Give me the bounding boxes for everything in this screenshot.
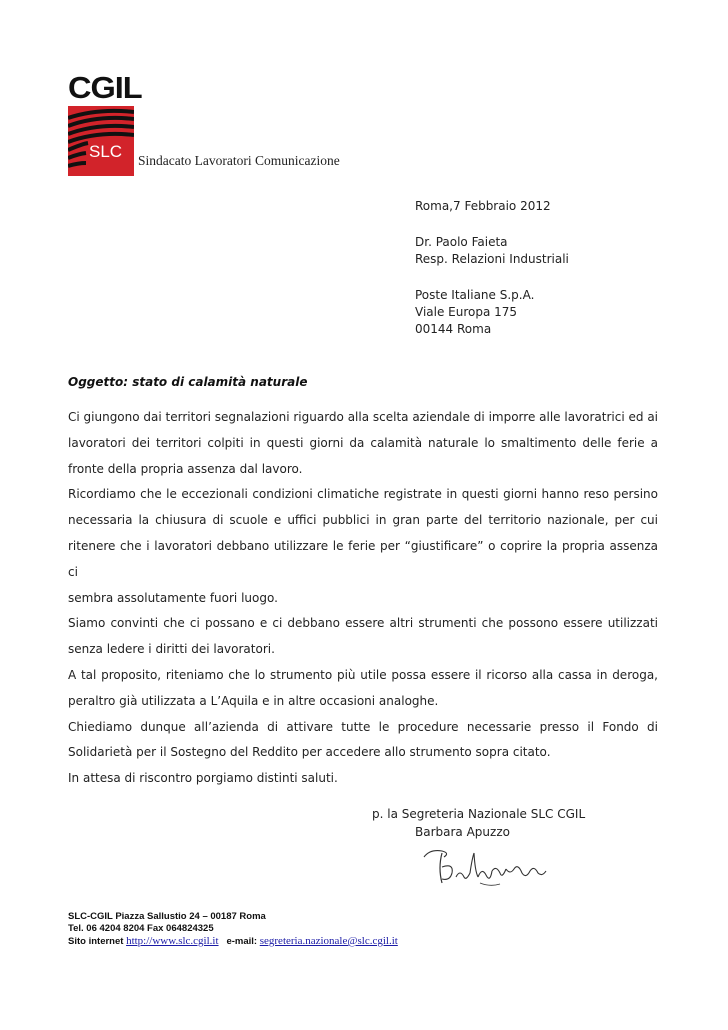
logo-cgil-text: CGIL [68,70,142,105]
body-line: Ci giungono dai territori segnalazioni riguardo alla scelta aziendale di imporre alle lavoratrici ed ai [68,410,659,424]
website-link[interactable]: http://www.slc.cgil.it [126,935,219,947]
body-line: necessaria la chiusura di scuole e uffici pubblici in gran parte del territorio nazionale, per cui [68,513,658,528]
recipient-role: Resp. Relazioni Industriali [415,252,569,266]
letter-body [68,405,658,792]
logo-slc-text: SLC [89,142,123,161]
body-line: Solidarietà per il Sostegno del Reddito per accedere allo strumento sopra citato. [68,745,551,760]
body-line: fronte della propria assenza dal lavoro. [68,461,303,476]
body-line: senza ledere i diritti dei lavoratori. [68,642,275,657]
footer-site-label: Sito internet [68,936,124,947]
body-line: Chiediamo dunque all’azienda di attivare tutte le procedure necessarie presso il Fondo di [68,719,658,734]
email-link[interactable]: segreteria.nazionale@slc.cgil.it [259,935,398,947]
signer-name: Barbara Apuzzo [415,825,510,839]
footer-phone-fax: Tel. 06 4204 8204 Fax 064824325 [68,923,214,934]
cgil-slc-logo [68,70,142,176]
body-line: A tal proposito, riteniamo che lo strumento più utile possa essere il ricorso alla cassa in deroga, [68,667,658,682]
date-block [415,198,705,215]
body-line: sembra assolutamente fuori luogo. [68,590,278,605]
body-line: peraltro già utilizzata a L’Aquila e in altre occasioni analoghe. [68,693,439,708]
body-line: ritenere che i lavoratori debbano utilizzare le ferie per “giustificare” o coprire la propria assenza ci [68,538,658,579]
logo-red-box [68,106,134,176]
handwritten-signature [420,843,555,891]
company-address-block [415,287,705,338]
letter-footer [68,911,398,948]
body-line: Ricordiamo che le eccezionali condizioni climatiche registrate in questi giorni hanno reso persino [68,487,658,502]
body-line: In attesa di riscontro porgiamo distinti saluti. [68,771,338,786]
footer-web-line [68,935,398,948]
letter-subject: Oggetto: stato di calamità naturale [68,375,308,389]
closing-for-line: p. la Segreteria Nazionale SLC CGIL [372,807,586,821]
recipient-block [415,234,705,268]
footer-email-label: e-mail: [226,936,258,947]
organization-name: Sindacato Lavoratori Comunicazione [138,153,340,168]
company-city: 00144 Roma [415,322,492,336]
footer-address: SLC-CGIL Piazza Sallustio 24 – 00187 Roma [68,911,266,922]
body-line: Siamo convinti che ci possano e ci debbano essere altri strumenti che possono essere utilizzati [68,616,658,631]
recipient-name: Dr. Paolo Faieta [415,235,508,249]
logo-stripes-graphic [68,106,134,176]
company-name: Poste Italiane S.p.A. [415,288,535,302]
body-line: lavoratori dei territori colpiti in questi giorni da calamità naturale lo smaltimento delle ferie a [68,435,658,450]
company-street: Viale Europa 175 [415,305,518,319]
letter-date: Roma,7 Febbraio 2012 [415,199,551,213]
